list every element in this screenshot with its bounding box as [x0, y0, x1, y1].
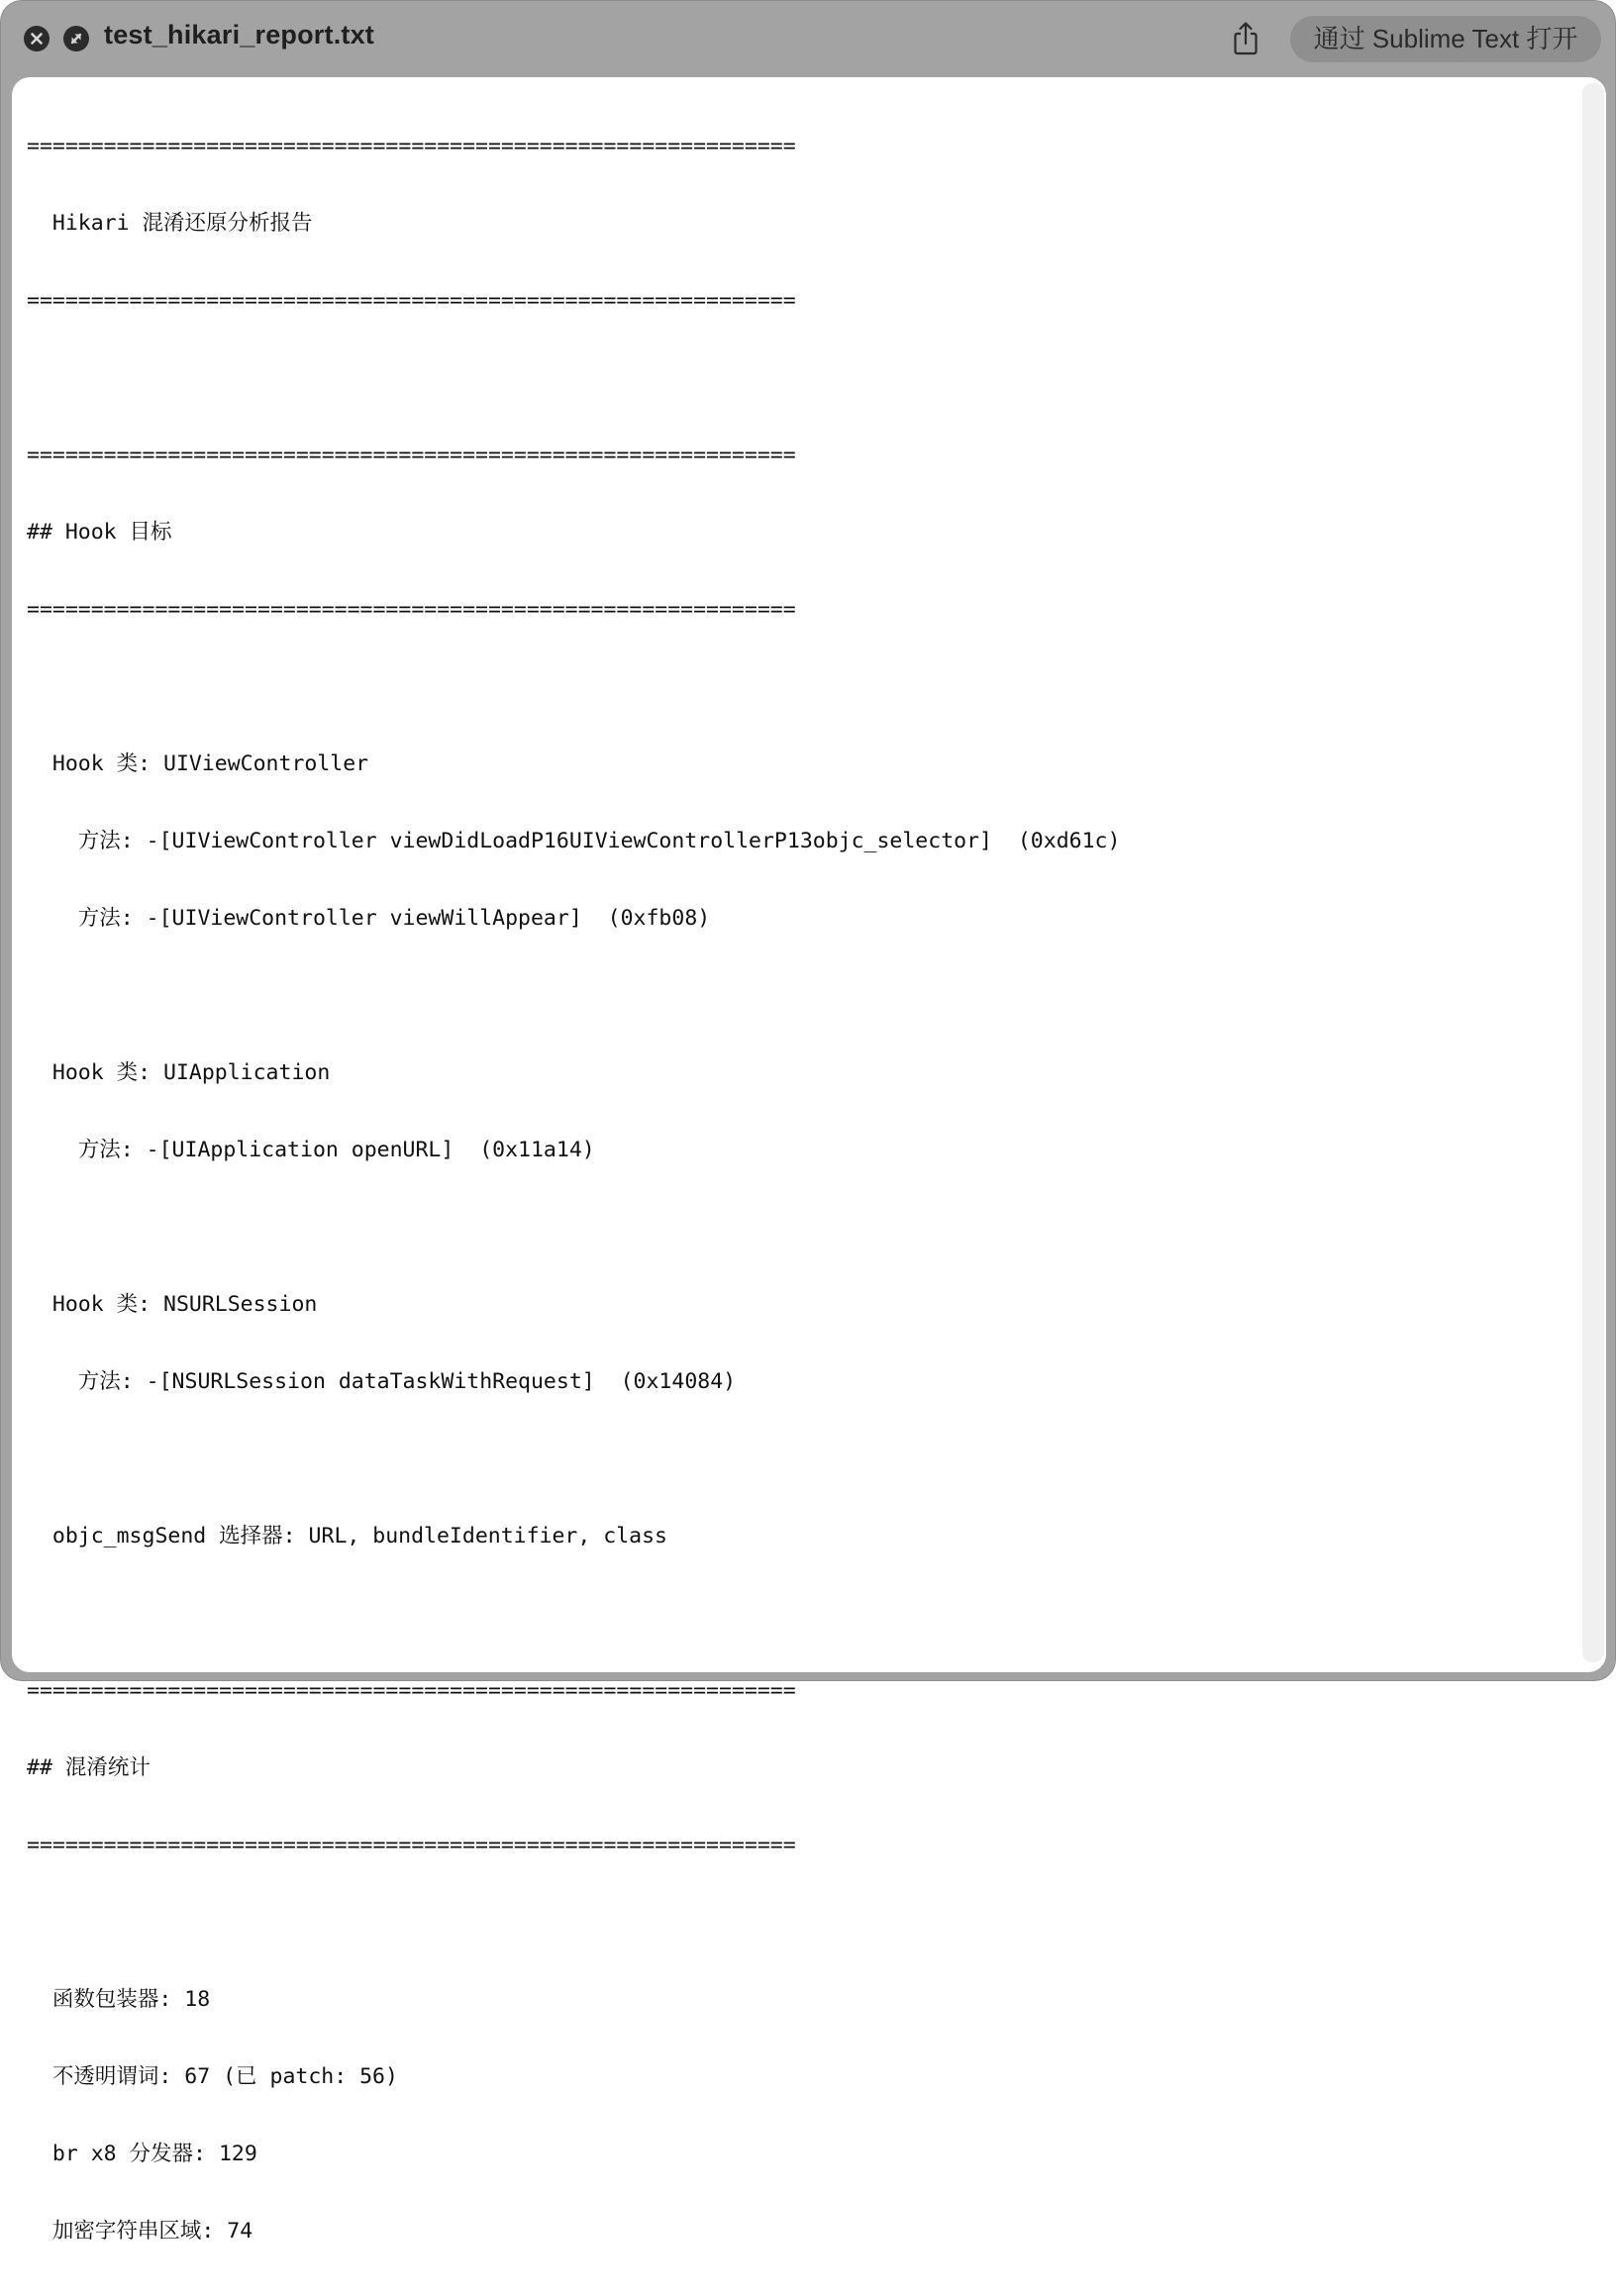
text-line: ============================================================: [27, 1833, 796, 1857]
open-with-sublime-button[interactable]: 通过 Sublime Text 打开: [1290, 16, 1601, 62]
text-line: [27, 365, 1120, 391]
text-line: [27, 1910, 1120, 1936]
text-line: [27, 674, 1120, 700]
share-button[interactable]: [1229, 19, 1262, 58]
text-line: ============================================================: [27, 288, 796, 313]
text-line: ## 混淆统计: [27, 1755, 151, 1780]
text-line: 加密字符串区域: 74: [27, 2219, 253, 2244]
text-line: Hook 类: NSURLSession: [27, 1292, 318, 1317]
text-line: [27, 1601, 1120, 1627]
text-line: 方法: -[UIViewController viewDidLoadP16UIViewControllerP13objc_selector] (0xd61c): [27, 829, 1121, 853]
document-text: [27, 82, 1120, 2296]
text-line: 方法: -[UIApplication openURL] (0x11a14): [27, 1138, 595, 1162]
share-icon: [1229, 19, 1262, 58]
text-line: ============================================================: [27, 1678, 796, 1703]
text-line: [27, 983, 1120, 1009]
close-button[interactable]: [24, 26, 50, 51]
text-line: ============================================================: [27, 134, 796, 158]
text-line: Hikari 混淆还原分析报告: [27, 211, 313, 236]
text-line: 方法: -[UIViewController viewWillAppear] (0xfb08): [27, 906, 711, 931]
document-content: [12, 77, 1606, 2244]
vertical-scrollbar[interactable]: [1582, 83, 1604, 1662]
text-line: br x8 分发器: 129: [27, 2142, 257, 2166]
title-bar: [1, 1, 1615, 76]
text-line: Hook 类: UIViewController: [27, 751, 369, 776]
text-line: 方法: -[NSURLSession dataTaskWithRequest] (0x14084): [27, 1369, 737, 1394]
text-line: [27, 1447, 1120, 1472]
text-line: Hook 类: UIApplication: [27, 1060, 331, 1085]
fullscreen-button[interactable]: [63, 26, 89, 51]
text-line: ## Hook 目标: [27, 520, 172, 545]
window-title: test_hikari_report.txt: [104, 20, 374, 50]
fullscreen-icon: [63, 26, 89, 51]
close-icon: [24, 26, 50, 51]
text-line: 函数包装器: 18: [27, 1987, 211, 2012]
text-line: objc_msgSend 选择器: URL, bundleIdentifier, class: [27, 1524, 667, 1548]
text-line: 不透明谓词: 67 (已 patch: 56): [27, 2064, 398, 2089]
text-line: ============================================================: [27, 597, 796, 622]
text-line: ============================================================: [27, 443, 796, 467]
text-line: [27, 1215, 1120, 1241]
